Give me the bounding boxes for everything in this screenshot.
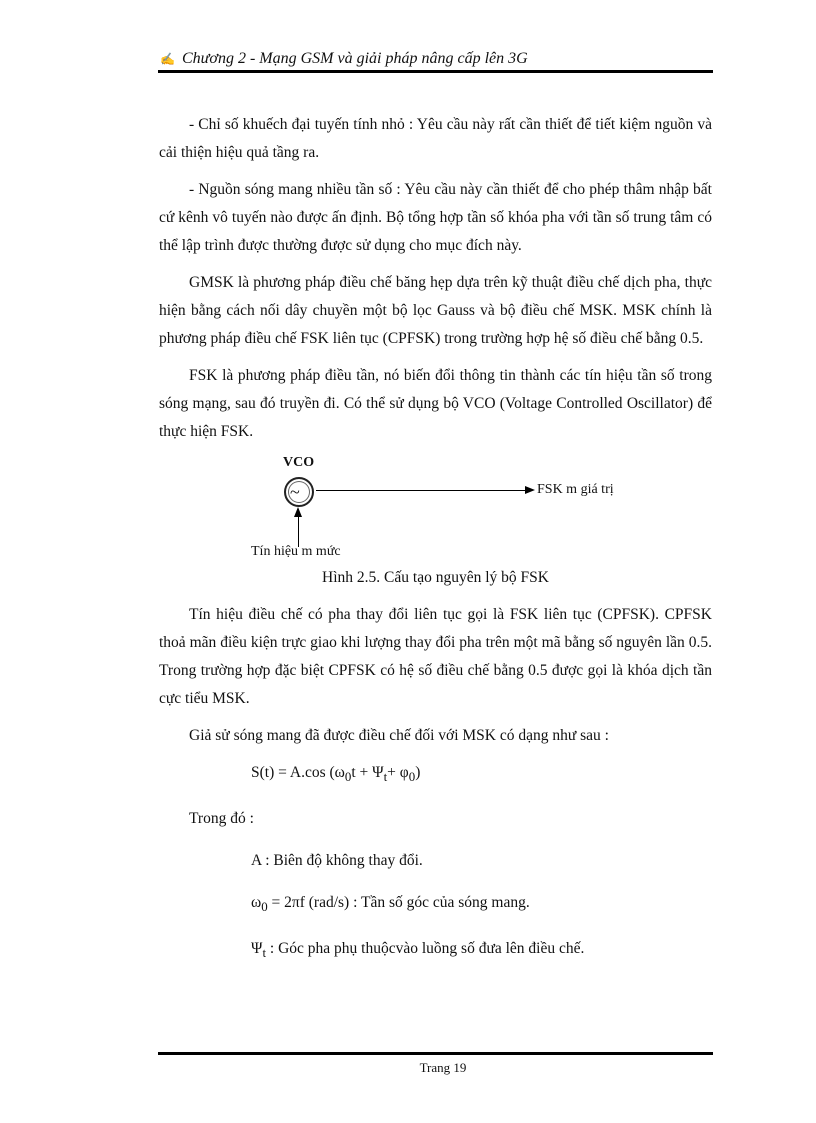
paragraph: Giả sử sóng mang đã được điều chế đối với MSK có dạng như sau : (189, 727, 609, 744)
paragraph: GMSK là phương pháp điều chế băng hẹp dựa trên kỹ thuật điều chế dịch pha, thực hiện bằng cách nối dây chuyền một bộ lọc Gauss và bộ điều chế MSK. MSK chính là phương pháp điều chế FSK liên tục (CPFSK) trong trường hợp hệ số điều chế bằng 0.5. (159, 274, 712, 347)
page-body (159, 111, 712, 981)
figure-caption: Hình 2.5. Cấu tạo nguyên lý bộ FSK (322, 569, 549, 586)
where-label: Trong đó : (189, 810, 254, 828)
fsk-diagram (159, 455, 712, 563)
paragraph: Tín hiệu điều chế có pha thay đổi liên tục gọi là FSK liên tục (CPFSK). CPFSK thoả mãn điều kiện trực giao khi lượng thay đổi pha trên một mã bằng số nguyên lần 0.5. Trong trường hợp đặc biệt CPFSK có hệ số điều chế bằng 0.5 được gọi là khóa dịch tần cực tiểu MSK. (159, 606, 712, 707)
oscillator-symbol: ~ (290, 482, 300, 502)
footer-rule (158, 1052, 713, 1055)
input-arrow (298, 513, 299, 547)
pen-icon: ✍ (160, 52, 175, 66)
input-label: Tín hiệu m mức (251, 544, 341, 559)
paragraph: - Nguồn sóng mang nhiều tần số : Yêu cầu này cần thiết để cho phép thâm nhập bất cứ kênh vô tuyến nào được ấn định. Bộ tổng hợp tần số khóa pha với tần số trung tâm có thể lập trình được thường được sử dụng cho mục đích này. (159, 181, 712, 254)
paragraph: FSK là phương pháp điều tần, nó biến đổi thông tin thành các tín hiệu tần số trong sóng mạng, sau đó truyền đi. Có thể sử dụng bộ VCO (Voltage Controlled Oscillator) để thực hiện FSK. (159, 367, 712, 440)
output-label: FSK m giá trị (537, 482, 614, 497)
vco-label: VCO (283, 455, 315, 470)
header-rule (158, 70, 713, 73)
output-arrow (316, 490, 526, 491)
paragraph: - Chỉ số khuếch đại tuyến tính nhỏ : Yêu cầu này rất cần thiết để tiết kiệm nguồn và cải thiện hiệu quả tầng ra. (159, 116, 712, 161)
definition-psi: $\Psi_t$ : Góc pha phụ thuộcvào luồng số đưa lên điều chế. (251, 940, 585, 961)
page-header (160, 50, 712, 68)
msk-formula: S(t) = A.cos $(\omega_0t + \Psi_t+ \varphi_0)$ (251, 764, 421, 785)
arrow-head-icon (525, 486, 535, 494)
page-number: Trang 19 (419, 1060, 467, 1075)
definition-amplitude: A : Biên độ không thay đổi. (251, 852, 423, 870)
chapter-title: Chương 2 - Mạng GSM và giải pháp nâng cấp lên 3G (182, 50, 528, 67)
definition-omega: $\omega_0 = 2\pi f$ (rad/s) : Tần số góc của sóng mang. (251, 894, 530, 915)
